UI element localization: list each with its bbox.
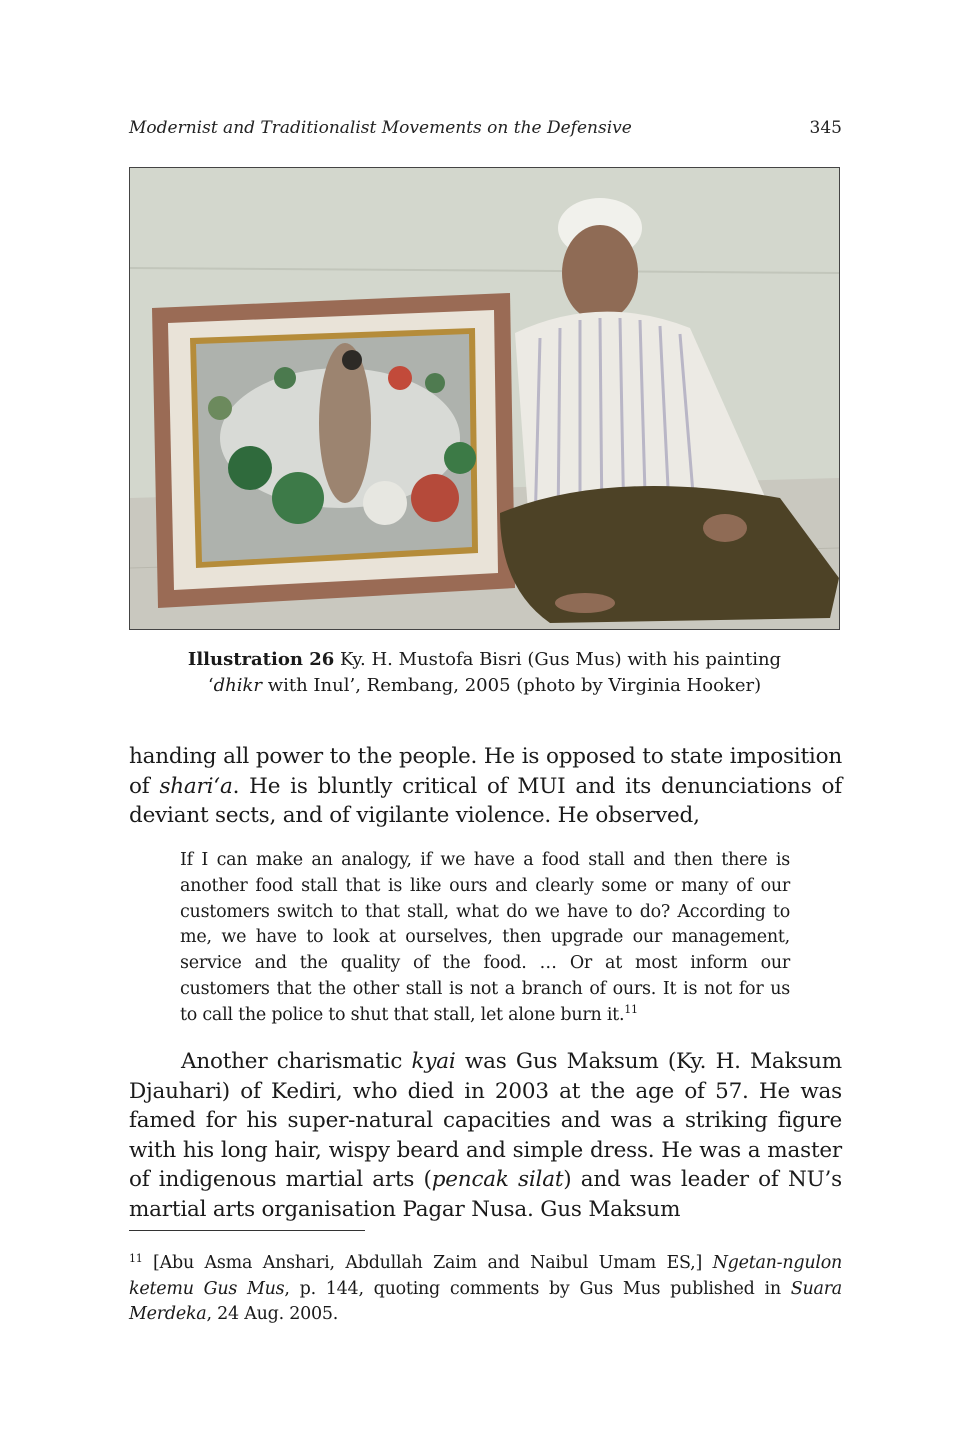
running-header [129,118,842,144]
illustration-photo [129,167,840,630]
body-paragraph-2: Another charismatic kyai was Gus Maksum (Ky. H. Maksum Djauhari) of Kediri, who died in 2003 at the age of 57. He was famed for his super-natural capacities and was a striking figure with his long hair, wispy beard and simple dress. He was a master of indigenous martial arts (pencak silat) and was leader of NU’s martial arts organisation Pagar Nusa. Gus Maksum [129,1049,842,1222]
figure-caption [129,647,840,699]
figure-label: Illustration 26 [187,649,335,670]
caption-line-2: ‘dhikr with Inul’, Rembang, 2005 (photo by Virginia Hooker) [207,675,762,696]
footnote-number: 11 [129,1252,143,1265]
footnote-ref: 11 [624,1002,638,1016]
page-number: 345 [809,118,842,138]
body-paragraph-1: handing all power to the people. He is opposed to state imposition of shari‘a. He is bluntly critical of MUI and its denunciations of deviant sects, and of vigilante violence. He observed, [129,744,842,828]
block-quote: If I can make an analogy, if we have a food stall and then there is another food stall that is like ours and clearly some or many of our customers switch to that stall, what do we have to do? According to me, we have to look at ourselves, then upgrade our management, service and the quality of the food. … Or at most inform our customers that the other stall is not a branch of ours. It is not for us to call the police to shut that stall, let alone burn it.$^{11}$ [180,850,790,1025]
footnote-divider [129,1230,365,1231]
painting-frame [152,293,515,608]
caption-line-1: Illustration 26 Ky. H. Mustofa Bisri (Gus Mus) with his painting [187,649,782,670]
footnote: $^{11}$ [Abu Asma Anshari, Abdullah Zaim and Naibul Umam ES,] Ngetan-ngulon ketemu Gus Mus, p. 144, quoting comments by Gus Mus published in Suara Merdeka, 24 Aug. 2005. [129,1252,842,1324]
running-title: Modernist and Traditionalist Movements on the Defensive [129,118,632,138]
